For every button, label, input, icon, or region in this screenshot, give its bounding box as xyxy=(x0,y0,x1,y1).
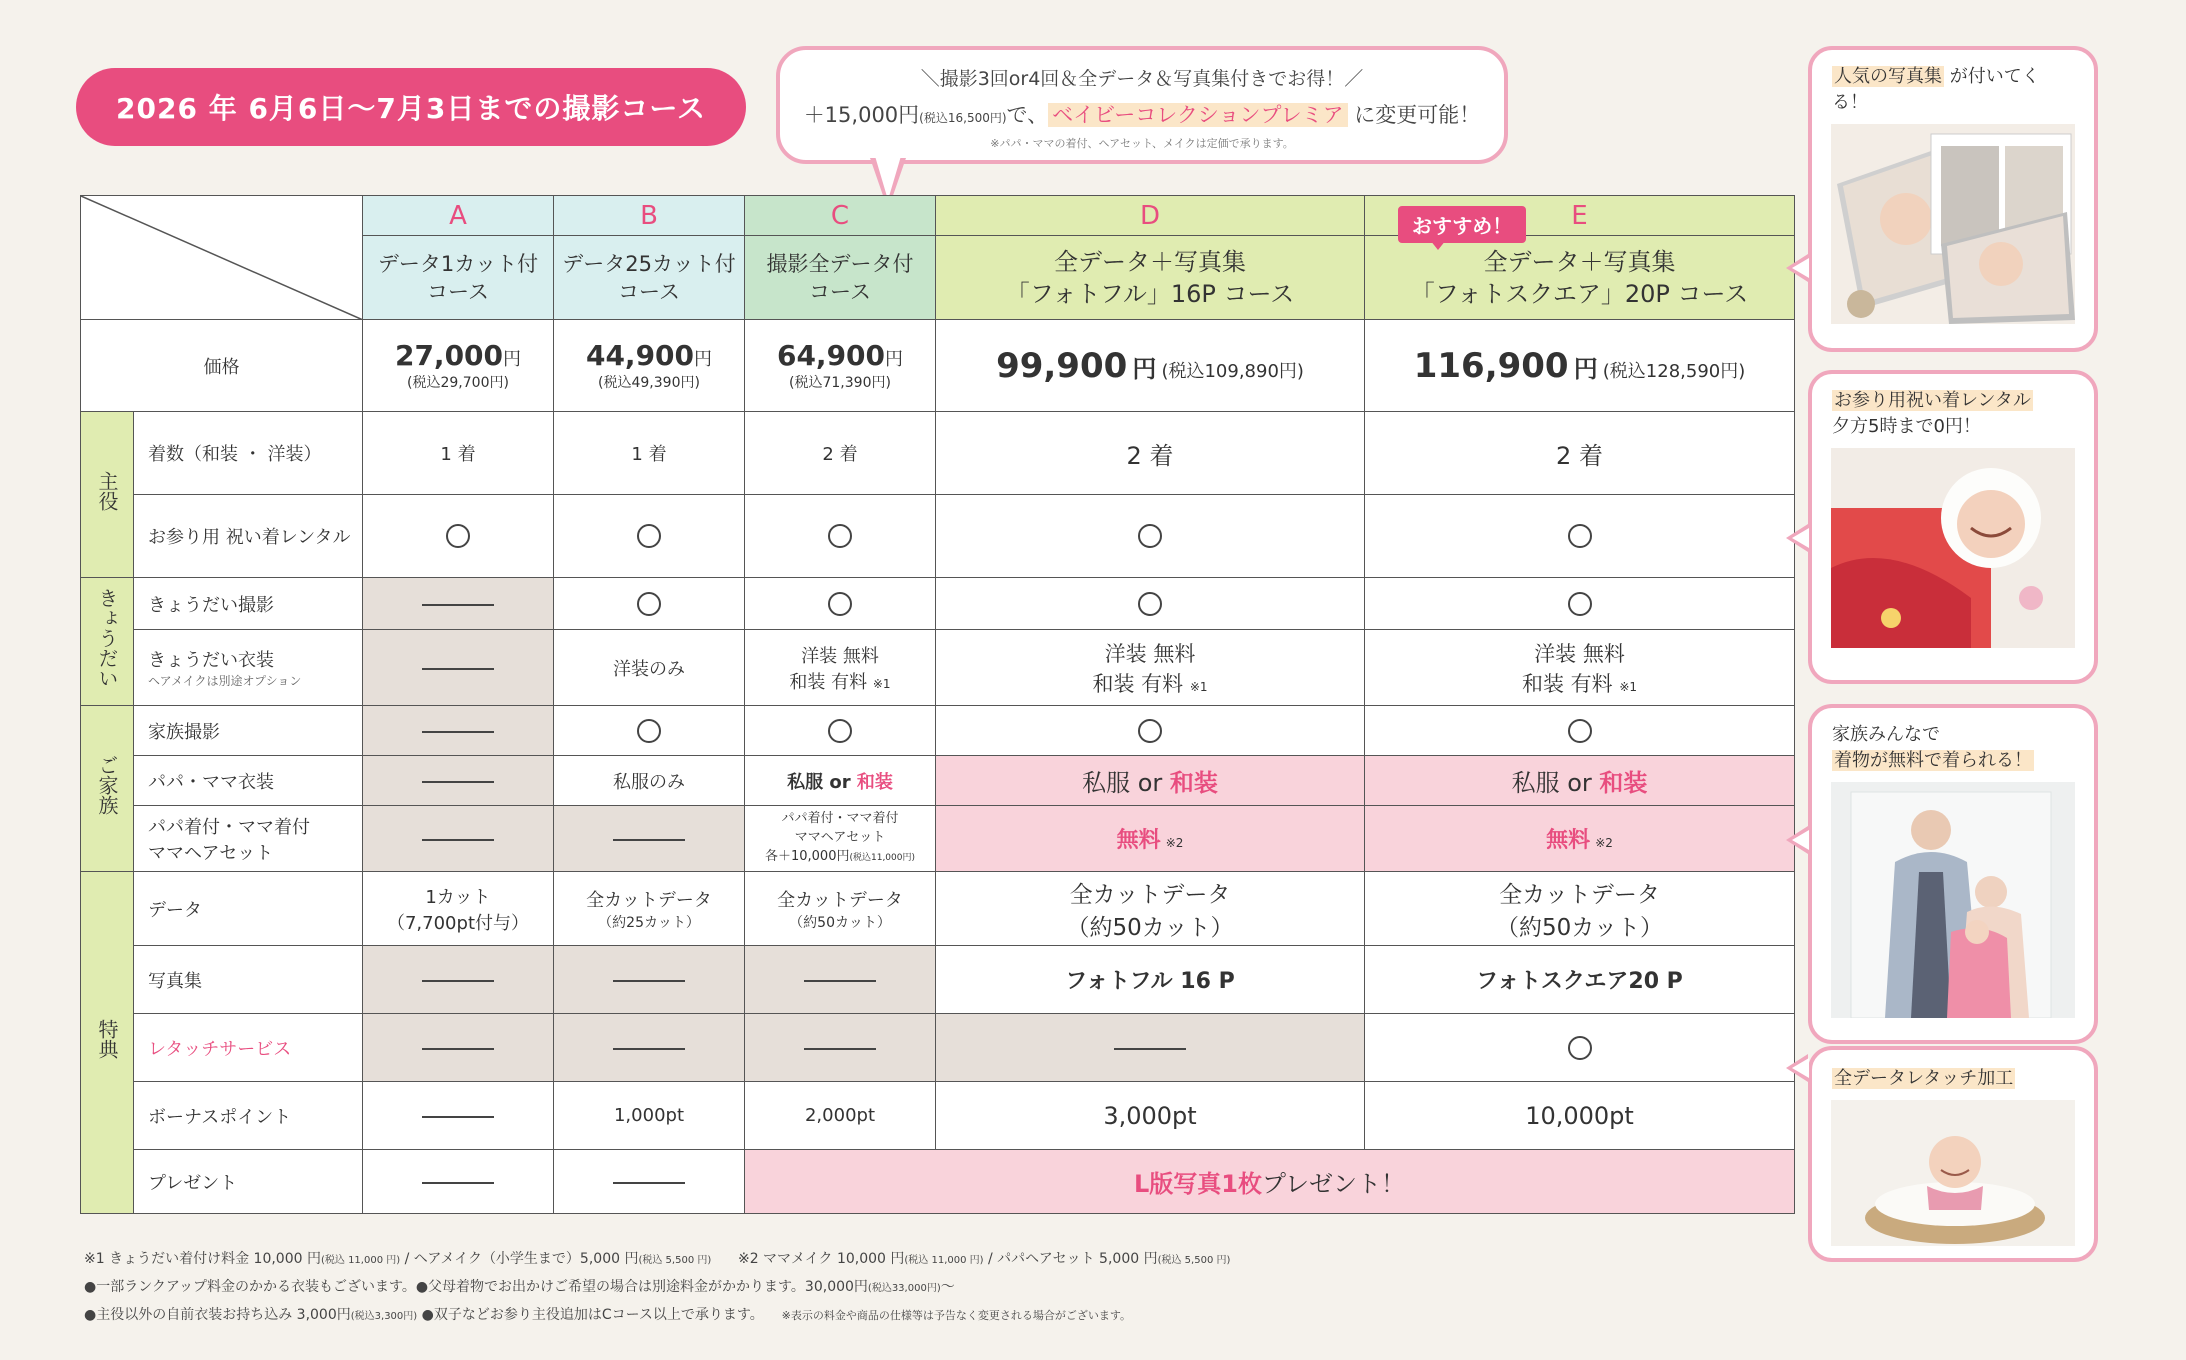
price-b: 44,900円 (税込49,390円) xyxy=(554,320,745,412)
price-e: 116,900 円 (税込128,590円) xyxy=(1365,320,1795,412)
footnote-2: ●一部ランクアップ料金のかかる衣装もございます。●父母着物でお出かけご希望の場合は別途料金がかかります。30,000円(税込33,000円)〜 xyxy=(84,1279,955,1295)
included-icon xyxy=(1568,524,1592,548)
not-included-dash xyxy=(422,1182,494,1184)
side-tail-1-inner xyxy=(1792,258,1809,278)
kimono-count-b: 1 着 xyxy=(554,412,745,495)
present-b xyxy=(554,1150,745,1214)
kimono-count-d: 2 着 xyxy=(936,412,1365,495)
promo-mid: で、 xyxy=(1006,103,1049,127)
promo-line1: ＼撮影3回or4回＆全データ＆写真集付きでお得！／ xyxy=(920,68,1364,90)
promo-post: に変更可能！ xyxy=(1354,103,1481,127)
family-photo-b xyxy=(554,706,745,756)
badge-tail xyxy=(1430,240,1446,250)
promo-price: ＋15,000円 xyxy=(803,103,920,127)
omairi-image xyxy=(1831,448,2075,648)
parents-costume-e: 私服 or 和装 xyxy=(1365,756,1795,806)
parents-dressing-c: パパ着付・ママ着付 ママヘアセット 各＋10,000円(税込11,000円) xyxy=(745,806,936,872)
present-label: プレゼント xyxy=(134,1150,363,1214)
not-included-dash xyxy=(1114,1048,1186,1050)
family-photo-e xyxy=(1365,706,1795,756)
not-included-dash xyxy=(613,980,685,982)
sibling-costume-a xyxy=(363,630,554,706)
not-included-dash xyxy=(422,1116,494,1118)
parents-costume-c: 私服 or 和装 xyxy=(745,756,936,806)
side-caption-4: 全データレタッチ加工 xyxy=(1834,1068,2014,1089)
side-tail-4-inner xyxy=(1792,1058,1809,1078)
retouch-label: レタッチサービス xyxy=(134,1014,363,1082)
not-included-dash xyxy=(804,980,876,982)
not-included-dash xyxy=(422,604,494,606)
present-row xyxy=(81,1150,1795,1214)
not-included-dash xyxy=(422,781,494,783)
data-c: 全カットデータ （約50カット） xyxy=(745,872,936,946)
sibling-photo-d xyxy=(936,578,1365,630)
family-photo-d xyxy=(936,706,1365,756)
retouch-d xyxy=(936,1014,1365,1082)
not-included-dash xyxy=(422,668,494,670)
included-icon xyxy=(1568,719,1592,743)
footnote-3: ●主役以外の自前衣装お持ち込み 3,000円(税込3,300円) ●双子などお参り主役追加はCコース以上で承ります。 ※表示の料金や商品の仕様等は予告なく変更される場合がございます。 xyxy=(84,1307,1131,1323)
sibling-photo-a xyxy=(363,578,554,630)
side-card-family xyxy=(1808,704,2098,1044)
promo-line2 xyxy=(780,99,1504,129)
price-d: 99,900 円 (税込109,890円) xyxy=(936,320,1365,412)
points-e: 10,000pt xyxy=(1365,1082,1795,1150)
parents-dressing-a xyxy=(363,806,554,872)
sibling-photo-c xyxy=(745,578,936,630)
included-icon xyxy=(828,719,852,743)
course-name-d: 全データ＋写真集 「フォトフル」16P コース xyxy=(936,236,1365,320)
included-icon xyxy=(637,592,661,616)
not-included-dash xyxy=(613,1182,685,1184)
side-caption-2: お参り用祝い着レンタル 夕方5時まで0円！ xyxy=(1832,390,2031,437)
photobook-image xyxy=(1831,124,2075,324)
sibling-photo-e xyxy=(1365,578,1795,630)
included-icon xyxy=(1568,592,1592,616)
omairi-b xyxy=(554,495,745,578)
parents-dressing-label: パパ着付・ママ着付 ママヘアセット xyxy=(134,806,363,872)
included-icon xyxy=(637,524,661,548)
side-tail-2-inner xyxy=(1792,528,1809,548)
included-icon xyxy=(1138,592,1162,616)
parents-costume-a xyxy=(363,756,554,806)
side-caption-1: 人気の写真集 が付いてくる！ xyxy=(1832,66,2040,113)
sibling-costume-e: 洋装 無料 和装 有料 ※1 xyxy=(1365,630,1795,706)
course-name-a: データ1カット付 コース xyxy=(363,236,554,320)
price-row xyxy=(81,320,1795,412)
included-icon xyxy=(1138,524,1162,548)
kimono-count-c: 2 着 xyxy=(745,412,936,495)
present-a xyxy=(363,1150,554,1214)
included-icon xyxy=(1138,719,1162,743)
recommended-badge: おすすめ！ xyxy=(1398,206,1526,243)
photobook-b xyxy=(554,946,745,1014)
not-included-dash xyxy=(422,980,494,982)
not-included-dash xyxy=(613,1048,685,1050)
parents-costume-label: パパ・ママ衣装 xyxy=(134,756,363,806)
course-letter-e: E xyxy=(1365,196,1795,236)
category-main: 主役 xyxy=(81,412,134,578)
included-icon xyxy=(828,592,852,616)
data-d: 全カットデータ （約50カット） xyxy=(936,872,1365,946)
included-icon xyxy=(1568,1036,1592,1060)
photobook-label: 写真集 xyxy=(134,946,363,1014)
kimono-count-row xyxy=(81,412,1795,495)
family-photo-label: 家族撮影 xyxy=(134,706,363,756)
points-label: ボーナスポイント xyxy=(134,1082,363,1150)
course-letter-c: C xyxy=(745,196,936,236)
points-d: 3,000pt xyxy=(936,1082,1365,1150)
diagonal-line xyxy=(81,196,363,320)
retouch-a xyxy=(363,1014,554,1082)
points-c: 2,000pt xyxy=(745,1082,936,1150)
data-e: 全カットデータ （約50カット） xyxy=(1365,872,1795,946)
not-included-dash xyxy=(422,839,494,841)
promo-tax: (税込16,500円) xyxy=(919,111,1007,125)
points-row xyxy=(81,1082,1795,1150)
sibling-costume-b: 洋装のみ xyxy=(554,630,745,706)
omairi-d xyxy=(936,495,1365,578)
retouch-row xyxy=(81,1014,1795,1082)
retouch-b xyxy=(554,1014,745,1082)
parents-dressing-row xyxy=(81,806,1795,872)
omairi-row xyxy=(81,495,1795,578)
course-name-c: 撮影全データ付 コース xyxy=(745,236,936,320)
promo-bubble xyxy=(776,46,1508,164)
course-name-b: データ25カット付 コース xyxy=(554,236,745,320)
side-caption-3: 家族みんなで 着物が無料で着られる！ xyxy=(1832,724,2032,771)
side-card-omairi xyxy=(1808,370,2098,684)
course-letter-a: A xyxy=(363,196,554,236)
photobook-d: フォトフル 16 P xyxy=(936,946,1365,1014)
not-included-dash xyxy=(422,1048,494,1050)
footnotes xyxy=(84,1246,1230,1330)
parents-dressing-b xyxy=(554,806,745,872)
omairi-label: お参り用 祝い着レンタル xyxy=(134,495,363,578)
kimono-count-label: 着数（和装 ・ 洋装） xyxy=(134,412,363,495)
price-label: 価格 xyxy=(81,320,363,412)
sibling-costume-label: きょうだい衣装 ヘアメイクは別途オプション xyxy=(134,630,363,706)
points-a xyxy=(363,1082,554,1150)
promo-tail-inner xyxy=(875,156,901,200)
parents-costume-b: 私服のみ xyxy=(554,756,745,806)
course-letter-b: B xyxy=(554,196,745,236)
parents-dressing-e: 無料 ※2 xyxy=(1365,806,1795,872)
retouch-image xyxy=(1831,1100,2075,1246)
retouch-e xyxy=(1365,1014,1795,1082)
category-family: ご家族 xyxy=(81,706,134,872)
price-a: 27,000円 (税込29,700円) xyxy=(363,320,554,412)
kimono-count-e: 2 着 xyxy=(1365,412,1795,495)
family-photo-c xyxy=(745,706,936,756)
promo-note: ※パパ・ママの着付、ヘアセット、メイクは定価で承ります。 xyxy=(990,137,1294,150)
parents-costume-row xyxy=(81,756,1795,806)
kimono-count-a: 1 着 xyxy=(363,412,554,495)
course-letter-d: D xyxy=(936,196,1365,236)
parents-dressing-d: 無料 ※2 xyxy=(936,806,1365,872)
promo-highlight: ベイビーコレクションプレミア xyxy=(1048,103,1347,127)
omairi-e xyxy=(1365,495,1795,578)
omairi-c xyxy=(745,495,936,578)
page-title: 2026 年 6月6日〜7月3日までの撮影コース xyxy=(76,68,746,146)
family-image xyxy=(1831,782,2075,1018)
not-included-dash xyxy=(422,731,494,733)
sibling-photo-row xyxy=(81,578,1795,630)
data-row xyxy=(81,872,1795,946)
photobook-row xyxy=(81,946,1795,1014)
not-included-dash xyxy=(804,1048,876,1050)
parents-costume-d: 私服 or 和装 xyxy=(936,756,1365,806)
present-cde: L版写真1枚プレゼント！ xyxy=(745,1150,1795,1214)
sibling-costume-row xyxy=(81,630,1795,706)
footnote-1: ※1 きょうだい着付け料金 10,000 円(税込 11,000 円) / ヘアメイク（小学生まで）5,000 円(税込 5,500 円) ※2 ママメイク 10,000 円(税込 11,000 円) / パパヘアセット 5,000 円(税込 5,500 円) xyxy=(84,1251,1231,1267)
retouch-c xyxy=(745,1014,936,1082)
sibling-photo-label: きょうだい撮影 xyxy=(134,578,363,630)
photobook-a xyxy=(363,946,554,1014)
photobook-e: フォトスクエア20 P xyxy=(1365,946,1795,1014)
course-table xyxy=(80,195,1795,1214)
side-tail-3-inner xyxy=(1792,830,1809,850)
price-c: 64,900円 (税込71,390円) xyxy=(745,320,936,412)
data-b: 全カットデータ （約25カット） xyxy=(554,872,745,946)
category-bonus: 特典 xyxy=(81,872,134,1214)
sibling-costume-d: 洋装 無料 和装 有料 ※1 xyxy=(936,630,1365,706)
photobook-c xyxy=(745,946,936,1014)
side-card-retouch xyxy=(1808,1046,2098,1262)
points-b: 1,000pt xyxy=(554,1082,745,1150)
sibling-photo-b xyxy=(554,578,745,630)
side-card-photobook xyxy=(1808,46,2098,352)
included-icon xyxy=(637,719,661,743)
letter-row xyxy=(81,196,1795,236)
course-name-e: 全データ＋写真集 「フォトスクエア」20P コース xyxy=(1365,236,1795,320)
family-photo-row xyxy=(81,706,1795,756)
sibling-costume-c: 洋装 無料 和装 有料 ※1 xyxy=(745,630,936,706)
not-included-dash xyxy=(613,839,685,841)
omairi-a xyxy=(363,495,554,578)
included-icon xyxy=(446,524,470,548)
data-a: 1カット （7,700pt付与） xyxy=(363,872,554,946)
corner-cell xyxy=(81,196,363,320)
included-icon xyxy=(828,524,852,548)
data-label: データ xyxy=(134,872,363,946)
family-photo-a xyxy=(363,706,554,756)
category-sibling: きょうだい xyxy=(81,578,134,706)
